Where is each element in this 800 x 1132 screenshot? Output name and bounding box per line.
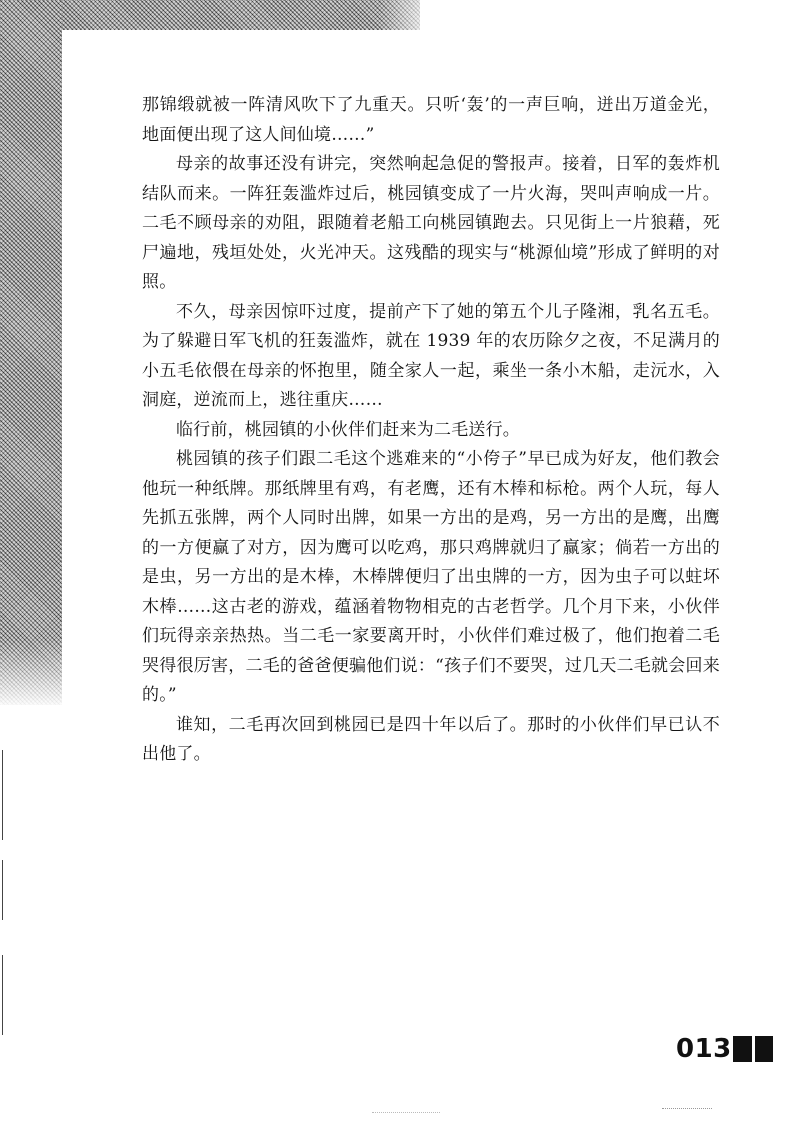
paragraph: 那锦缎就被一阵清风吹下了九重天。只听‘轰’的一声巨响，迸出万道金光，地面便出现了这人间仙境……” [142, 95, 720, 145]
scan-edge-left-fade [0, 640, 62, 710]
page-number: 013 [676, 1034, 732, 1064]
scan-edge-top [0, 0, 420, 30]
paragraph: 母亲的故事还没有讲完，突然响起急促的警报声。接着，日军的轰炸机结队而来。一阵狂轰滥炸过后，桃园镇变成了一片火海，哭叫声响成一片。二毛不顾母亲的劝阻，跟随着老船工向桃园镇跑去。只见街上一片狼藉，死尸遍地，残垣处处，火光冲天。这残酷的现实与“桃源仙境”形成了鲜明的对照。 [142, 154, 720, 292]
paragraph: 临行前，桃园镇的小伙伴们赶来为二毛送行。 [176, 419, 520, 440]
body-text [142, 91, 720, 770]
page-number-bars [733, 1036, 773, 1062]
scan-edge-top-fade [380, 0, 440, 30]
scan-edge-left [0, 0, 62, 705]
footer-dots [662, 1108, 712, 1111]
paragraph: 不久，母亲因惊吓过度，提前产下了她的第五个儿子隆湘，乳名五毛。为了躲避日军飞机的狂轰滥炸，就在 1939 年的农历除夕之夜，不足满月的小五毛依偎在母亲的怀抱里，随全家人一起，乘坐一条小木船，走沅水，入洞庭，逆流而上，逃往重庆…… [142, 301, 720, 410]
scan-edge-line [2, 955, 3, 1035]
paragraph: 桃园镇的孩子们跟二毛这个逃难来的“小侉子”早已成为好友，他们教会他玩一种纸牌。那纸牌里有鸡，有老鹰，还有木棒和标枪。两个人玩，每人先抓五张牌，两个人同时出牌，如果一方出的是鸡，另一方出的是鹰，出鹰的一方便赢了对方，因为鹰可以吃鸡，那只鸡牌就归了赢家；倘若一方出的是虫，另一方出的是木棒，木棒牌便归了出虫牌的一方，因为虫子可以蛀坏木棒……这古老的游戏，蕴涵着物物相克的古老哲学。几个月下来，小伙伴们玩得亲亲热热。当二毛一家要离开时，小伙伴们难过极了，他们抱着二毛哭得很厉害，二毛的爸爸便骗他们说：“孩子们不要哭，过几天二毛就会回来的。” [142, 449, 720, 705]
paragraph: 谁知，二毛再次回到桃园已是四十年以后了。那时的小伙伴们早已认不出他了。 [142, 714, 720, 764]
scan-edge-line [2, 750, 3, 840]
footer-mark [372, 1112, 440, 1121]
scan-edge-line [2, 860, 3, 920]
